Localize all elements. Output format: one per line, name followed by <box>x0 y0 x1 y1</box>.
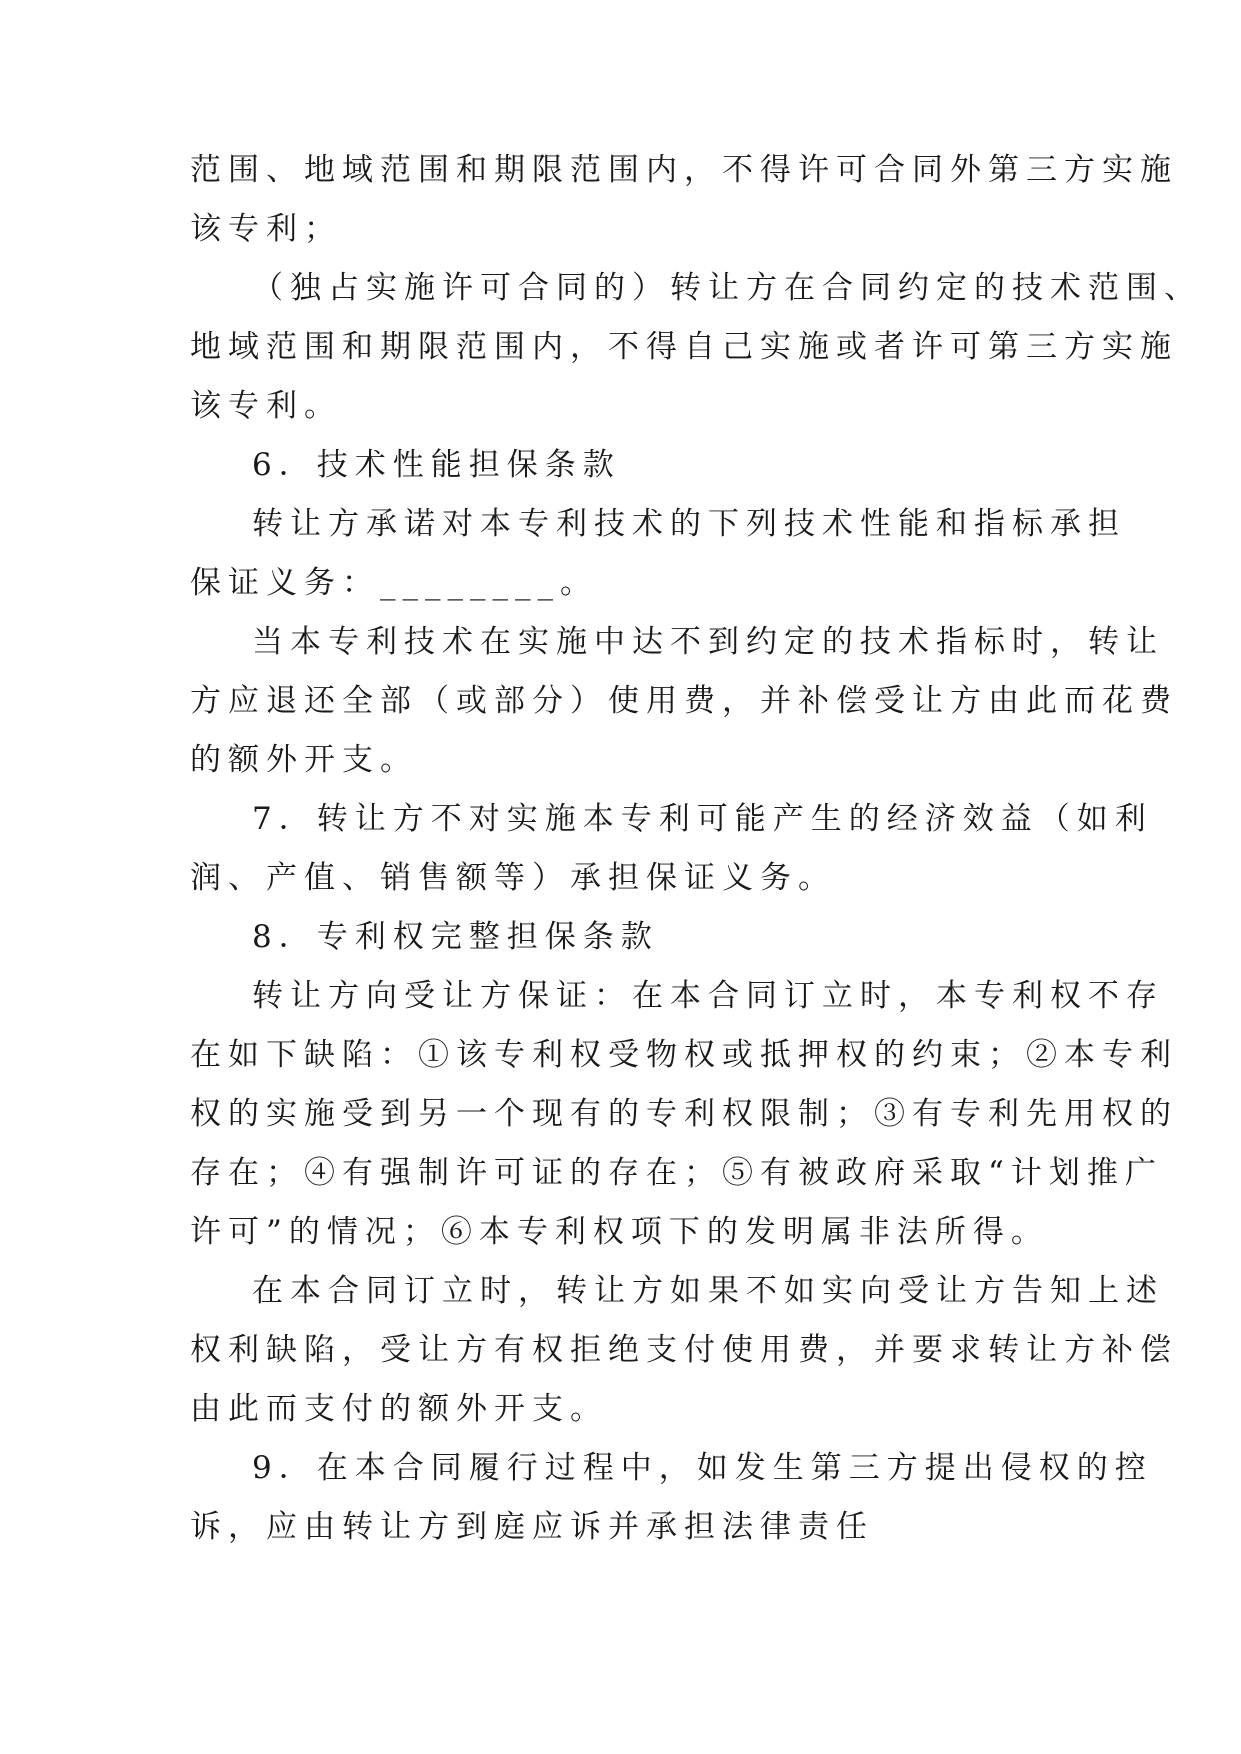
section-heading-7: 7．转让方不对实施本专利可能产生的经济效益（如利 <box>252 801 1153 837</box>
section-heading-6: 6．技术性能担保条款 <box>252 447 621 483</box>
section-heading-8: 8．专利权完整担保条款 <box>252 919 659 955</box>
section-heading-9: 9．在本合同履行过程中，如发生第三方提出侵权的控 <box>252 1450 1153 1486</box>
text-line: 许可”的情况；⑥本专利权项下的发明属非法所得。 <box>190 1214 1049 1250</box>
text-line: 保证义务：________。 <box>190 565 598 601</box>
text-line: 存在；④有强制许可证的存在；⑤有被政府采取“计划推广 <box>190 1155 1163 1191</box>
text-line: 该专利； <box>190 211 342 247</box>
text-line: 在如下缺陷：①该专利权受物权或抵押权的约束；②本专利 <box>190 1037 1178 1073</box>
text-line: 地域范围和期限范围内，不得自己实施或者许可第三方实施 <box>190 329 1178 365</box>
paragraph-start: 转让方承诺对本专利技术的下列技术性能和指标承担 <box>252 506 1126 542</box>
text-line: 范围、地域范围和期限范围内，不得许可合同外第三方实施 <box>190 152 1178 188</box>
text-line: 的额外开支。 <box>190 742 418 778</box>
text-line: 由此而支付的额外开支。 <box>190 1391 608 1427</box>
text-line: 该专利。 <box>190 388 342 424</box>
text-line: 权的实施受到另一个现有的专利权限制；③有专利先用权的 <box>190 1096 1178 1132</box>
text-line: 润、产值、销售额等）承担保证义务。 <box>190 860 836 896</box>
text-line: 诉，应由转让方到庭应诉并承担法律责任 <box>190 1509 874 1545</box>
text-line: 方应退还全部（或部分）使用费，并补偿受让方由此而花费 <box>190 683 1178 719</box>
text-line: 权利缺陷，受让方有权拒绝支付使用费，并要求转让方补偿 <box>190 1332 1178 1368</box>
paragraph-start: 当本专利技术在实施中达不到约定的技术指标时，转让 <box>252 624 1164 660</box>
paragraph-start: （独占实施许可合同的）转让方在合同约定的技术范围、 <box>252 270 1202 306</box>
paragraph-start: 在本合同订立时，转让方如果不如实向受让方告知上述 <box>252 1273 1164 1309</box>
paragraph-start: 转让方向受让方保证：在本合同订立时，本专利权不存 <box>252 978 1164 1014</box>
